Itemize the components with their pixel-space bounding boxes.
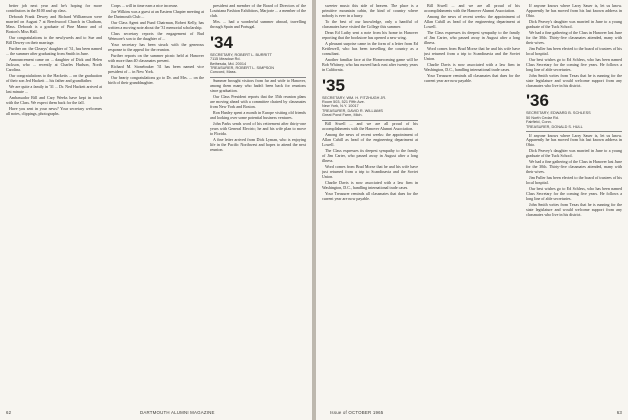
paragraph: If anyone knows where Larry Sauer is, let us know. Apparently he has moved from his last known address in Ohio. xyxy=(526,4,622,18)
left-column-3-intro xyxy=(210,4,306,30)
paragraph: Our best wishes go to Ed Schless, who has been named Class Secretary for the coming five years. He follows a long line of able secretaries. xyxy=(526,56,622,72)
paragraph: Bill Siwell ... and we are all proud of his accomplishments with the Hanover Alumni Association. xyxy=(322,121,418,131)
paragraph: A fine letter arrived from Dick Lyman, who is enjoying life in the Pacific Northwest and hopes to attend the next reunion. xyxy=(210,136,306,152)
right-column-3-top xyxy=(526,4,622,88)
paragraph: Joe Wilkins was a guest at an Eastern Chapter meeting at the Dartmouth Club ... xyxy=(108,9,204,19)
right-column-1-body xyxy=(322,122,418,202)
paragraph: Our best wishes go to Ed Schless, who has been named Class Secretary for the coming five years. He follows a long line of able secretaries. xyxy=(526,186,622,202)
treasurer-city-35: Great Pond Farm, Mich. xyxy=(322,113,363,118)
paragraph: Dick Peavey's daughter was married in June to a young graduate of the Tuck School. xyxy=(526,148,622,159)
paragraph: The Class expresses its deepest sympathy to the family of Jim Carter, who passed away in August after a long illness. xyxy=(424,29,520,45)
paragraph: We had a fine gathering of the Class in Hanover last June for the 30th. Thirty-five classmates attended, many with their wives. xyxy=(526,29,622,45)
secretary-city: Bethesda, Md. 20014 xyxy=(210,61,247,66)
treasurer-label: TREASURER, ROBERT L. SIMPSON xyxy=(210,65,274,70)
paragraph: Dean Ed Luthy sent a note from his home in Hanover reporting that the bookstore has opened a new wing. xyxy=(322,29,418,40)
paragraph: Our congratulations to the Hacketts ... on the graduation of their son Jed Hackett ... his father and grandfather. xyxy=(6,72,102,83)
paragraph: Our Class Agent and Fund Chairman, Robert Kelly, has written a moving note about the '31 memorial scholarship. xyxy=(108,20,204,30)
paragraph: sweeter music this side of heaven. The place is a primitive mountain cabin, the kind of country where nobody is ever in a hurry. xyxy=(322,4,418,18)
paragraph: Further on: the Clearys' daughter of '31, has been named ... the summer after graduating from Smith in June. xyxy=(6,45,102,56)
secretary-city-35: New York, N.Y. 10017 xyxy=(322,104,359,109)
paragraph: Your secretary has been struck with the generous response to the appeal for the reunion. xyxy=(108,42,204,52)
paragraph: Charlie Davis is now associated with a law firm in Washington, D.C., handling international trade cases. xyxy=(322,179,418,190)
paragraph: Jim Fuller has been elected to the board of trustees of his local hospital. xyxy=(526,45,622,56)
paragraph: Dick Peavey's daughter was married in June to a young graduate of the Tuck School. xyxy=(526,18,622,29)
treasurer-label-35: TREASURER, DAVID R. WILLIAMS xyxy=(322,108,383,113)
paragraph: Richard M. Stonebraker '31 has been named vice president of ... in New York. xyxy=(108,64,204,74)
secretary-address-36: 50 North Cedar Rd. xyxy=(526,115,559,120)
magazine-title-footer: DARTMOUTH ALUMNI MAGAZINE xyxy=(140,410,215,415)
paragraph: better job next year and he's hoping for more contributors in the $100 and up class. xyxy=(6,4,102,13)
paragraph: Your Treasurer reminds all classmates that dues for the current year are now payable. xyxy=(322,190,418,201)
paragraph: Further reports on the summer picnic held at Hanover with more than 40 classmates present. xyxy=(108,53,204,63)
paragraph: Among the news of recent weeks: the appointment of Allan Cahill as head of the engineering department at Lowell. xyxy=(424,14,520,29)
paragraph: Mrs. ... had a wonderful summer abroad, travelling through Spain and Portugal. xyxy=(210,18,306,29)
paragraph: Ron Hanley spent a month in Europe visiting old friends and looking over some potential business ventures. xyxy=(210,110,306,120)
right-column-3 xyxy=(526,4,622,404)
paragraph: Our congratulations to the newlyweds and to Sue and Bill Dewey on their marriage. xyxy=(6,34,102,45)
divider xyxy=(322,120,418,121)
right-column-1 xyxy=(322,4,418,404)
secretary-label-36: SECRETARY, EDWARD B. SCHLESS xyxy=(526,111,591,116)
left-column-1 xyxy=(6,4,102,404)
paragraph: Deborah Frank Dewey and Richard Williamson were married on August 7 at Beechwood Church in Chatham, Mass. Deborah is a graduate of Pine Manor and of Boston's Miss Hall. xyxy=(6,14,102,34)
class-year-34: '34 xyxy=(210,32,233,52)
paragraph: Another familiar face at the Homecoming game will be Bob Whitney, who has moved back east after twenty years in California. xyxy=(322,56,418,72)
paragraph: Charlie Davis is now associated with a law firm in Washington, D.C., handling international trade cases. xyxy=(424,61,520,72)
page-number-right: 63 xyxy=(616,410,622,415)
left-column-3 xyxy=(210,4,306,404)
class-heading-35 xyxy=(322,77,418,118)
page-number-left: 62 xyxy=(6,410,12,415)
class-heading-36 xyxy=(526,92,622,129)
paragraph: Bill Siwell ... and we are all proud of his accomplishments with the Hanover Alumni Association. xyxy=(424,4,520,13)
right-column-3-body xyxy=(526,134,622,218)
left-column-3-body xyxy=(210,79,306,152)
paragraph: A pleasant surprise came in the form of a letter from Ed Kettlewell, who has been travelling the country as a consultant. xyxy=(322,40,418,56)
right-column-2 xyxy=(424,4,520,404)
treasurer-city: Concord, Mass. xyxy=(210,70,237,75)
paragraph: Class secretary reports the engagement of Bud Wetmore's son to the daughter of ... xyxy=(108,31,204,41)
left-page xyxy=(0,0,312,420)
paragraph: Word comes from Brad Morse that he and his wife have just returned from a trip to Scandinavia and the Soviet Union. xyxy=(424,45,520,61)
class-year-35: '35 xyxy=(322,75,345,95)
paragraph: We are quite a family in '31 ... Dr. Ned Hackett arrived at last minute ... xyxy=(6,83,102,94)
paragraph: Announcement came on ... daughter of Dick and Helen Jackson, who ... recently at Charles Hudson, North Carolina. xyxy=(6,56,102,72)
class-year-36: '36 xyxy=(526,91,549,111)
paragraph: Our Class President reports that the 35th reunion plans are moving ahead with a committee chaired by classmates from New York and Boston. xyxy=(210,94,306,109)
paragraph: Corps ... will in time earn a nice increase. xyxy=(111,4,179,8)
paragraph: We had a fine gathering of the Class in Hanover last June for the 30th. Thirty-five classmates attended, many with their wives. xyxy=(526,159,622,175)
secretary-city-36: Fairfield, Conn. xyxy=(526,120,552,125)
paragraph: Ambassador Bill and Cary Weeks have kept in touch with the Class. We expect them back for the fall. xyxy=(6,94,102,105)
class-heading-34 xyxy=(210,34,306,75)
secretary-label-35: SECRETARY, WM. H. FITZHUGH JR. xyxy=(322,95,387,100)
paragraph: president and member of the Board of Directors of the Louisiana Fashion Exhibitors, Marjorie ... a member of the club. xyxy=(210,4,306,18)
treasurer-label-36: TREASURER, DONALD S. HULL xyxy=(526,124,583,129)
right-page xyxy=(316,0,628,420)
paragraph: Summer brought visitors from far and wide to Hanover, among them many who hadn't been back for reunions since graduation. xyxy=(210,78,306,94)
secretary-address: 7115 Meadow Rd. xyxy=(210,57,241,62)
paragraph: To the best of our knowledge, only a handful of classmates have visited the College this summer. xyxy=(322,18,418,29)
divider xyxy=(526,131,622,132)
secretary-label: SECRETARY, ROBERT L. BURRITT xyxy=(210,52,272,57)
paragraph: John Smith writes from Texas that he is running for the state legislature and would welcome support from any classmates who live in his district. xyxy=(526,72,622,88)
paragraph: Your Treasurer reminds all classmates that dues for the current year are now payable. xyxy=(424,72,520,83)
paragraph: Have you sent in your news? Your secretary welcomes all notes, clippings, photographs. xyxy=(6,105,102,116)
paragraph: Word comes from Brad Morse that he and his wife have just returned from a trip to Scandinavia and the Soviet Union. xyxy=(322,163,418,179)
secretary-address-35: Room 503, 521 Fifth Ave. xyxy=(322,99,365,104)
paragraph: Among the news of recent weeks: the appointment of Allan Cahill as head of the engineering department at Lowell. xyxy=(322,132,418,147)
divider xyxy=(210,77,306,78)
issue-label: Issue of OCTOBER 1965 xyxy=(330,410,384,415)
paragraph: The Class expresses its deepest sympathy to the family of Jim Carter, who passed away in August after a long illness. xyxy=(322,147,418,163)
paragraph: John Parks sends word of his retirement after thirty-one years with General Electric; he and his wife plan to move to Florida. xyxy=(210,121,306,136)
paragraph: John Smith writes from Texas that he is running for the state legislature and would welcome support from any classmates who live in his district. xyxy=(526,202,622,218)
paragraph: Our hearty congratulations go to Dr. and Mrs. ... on the birth of their granddaughter. xyxy=(108,75,204,85)
right-column-1-top xyxy=(322,4,418,73)
left-column-2 xyxy=(108,4,204,404)
paragraph: Jim Fuller has been elected to the board of trustees of his local hospital. xyxy=(526,175,622,186)
paragraph: If anyone knows where Larry Sauer is, let us know. Apparently he has moved from his last known address in Ohio. xyxy=(526,132,622,148)
